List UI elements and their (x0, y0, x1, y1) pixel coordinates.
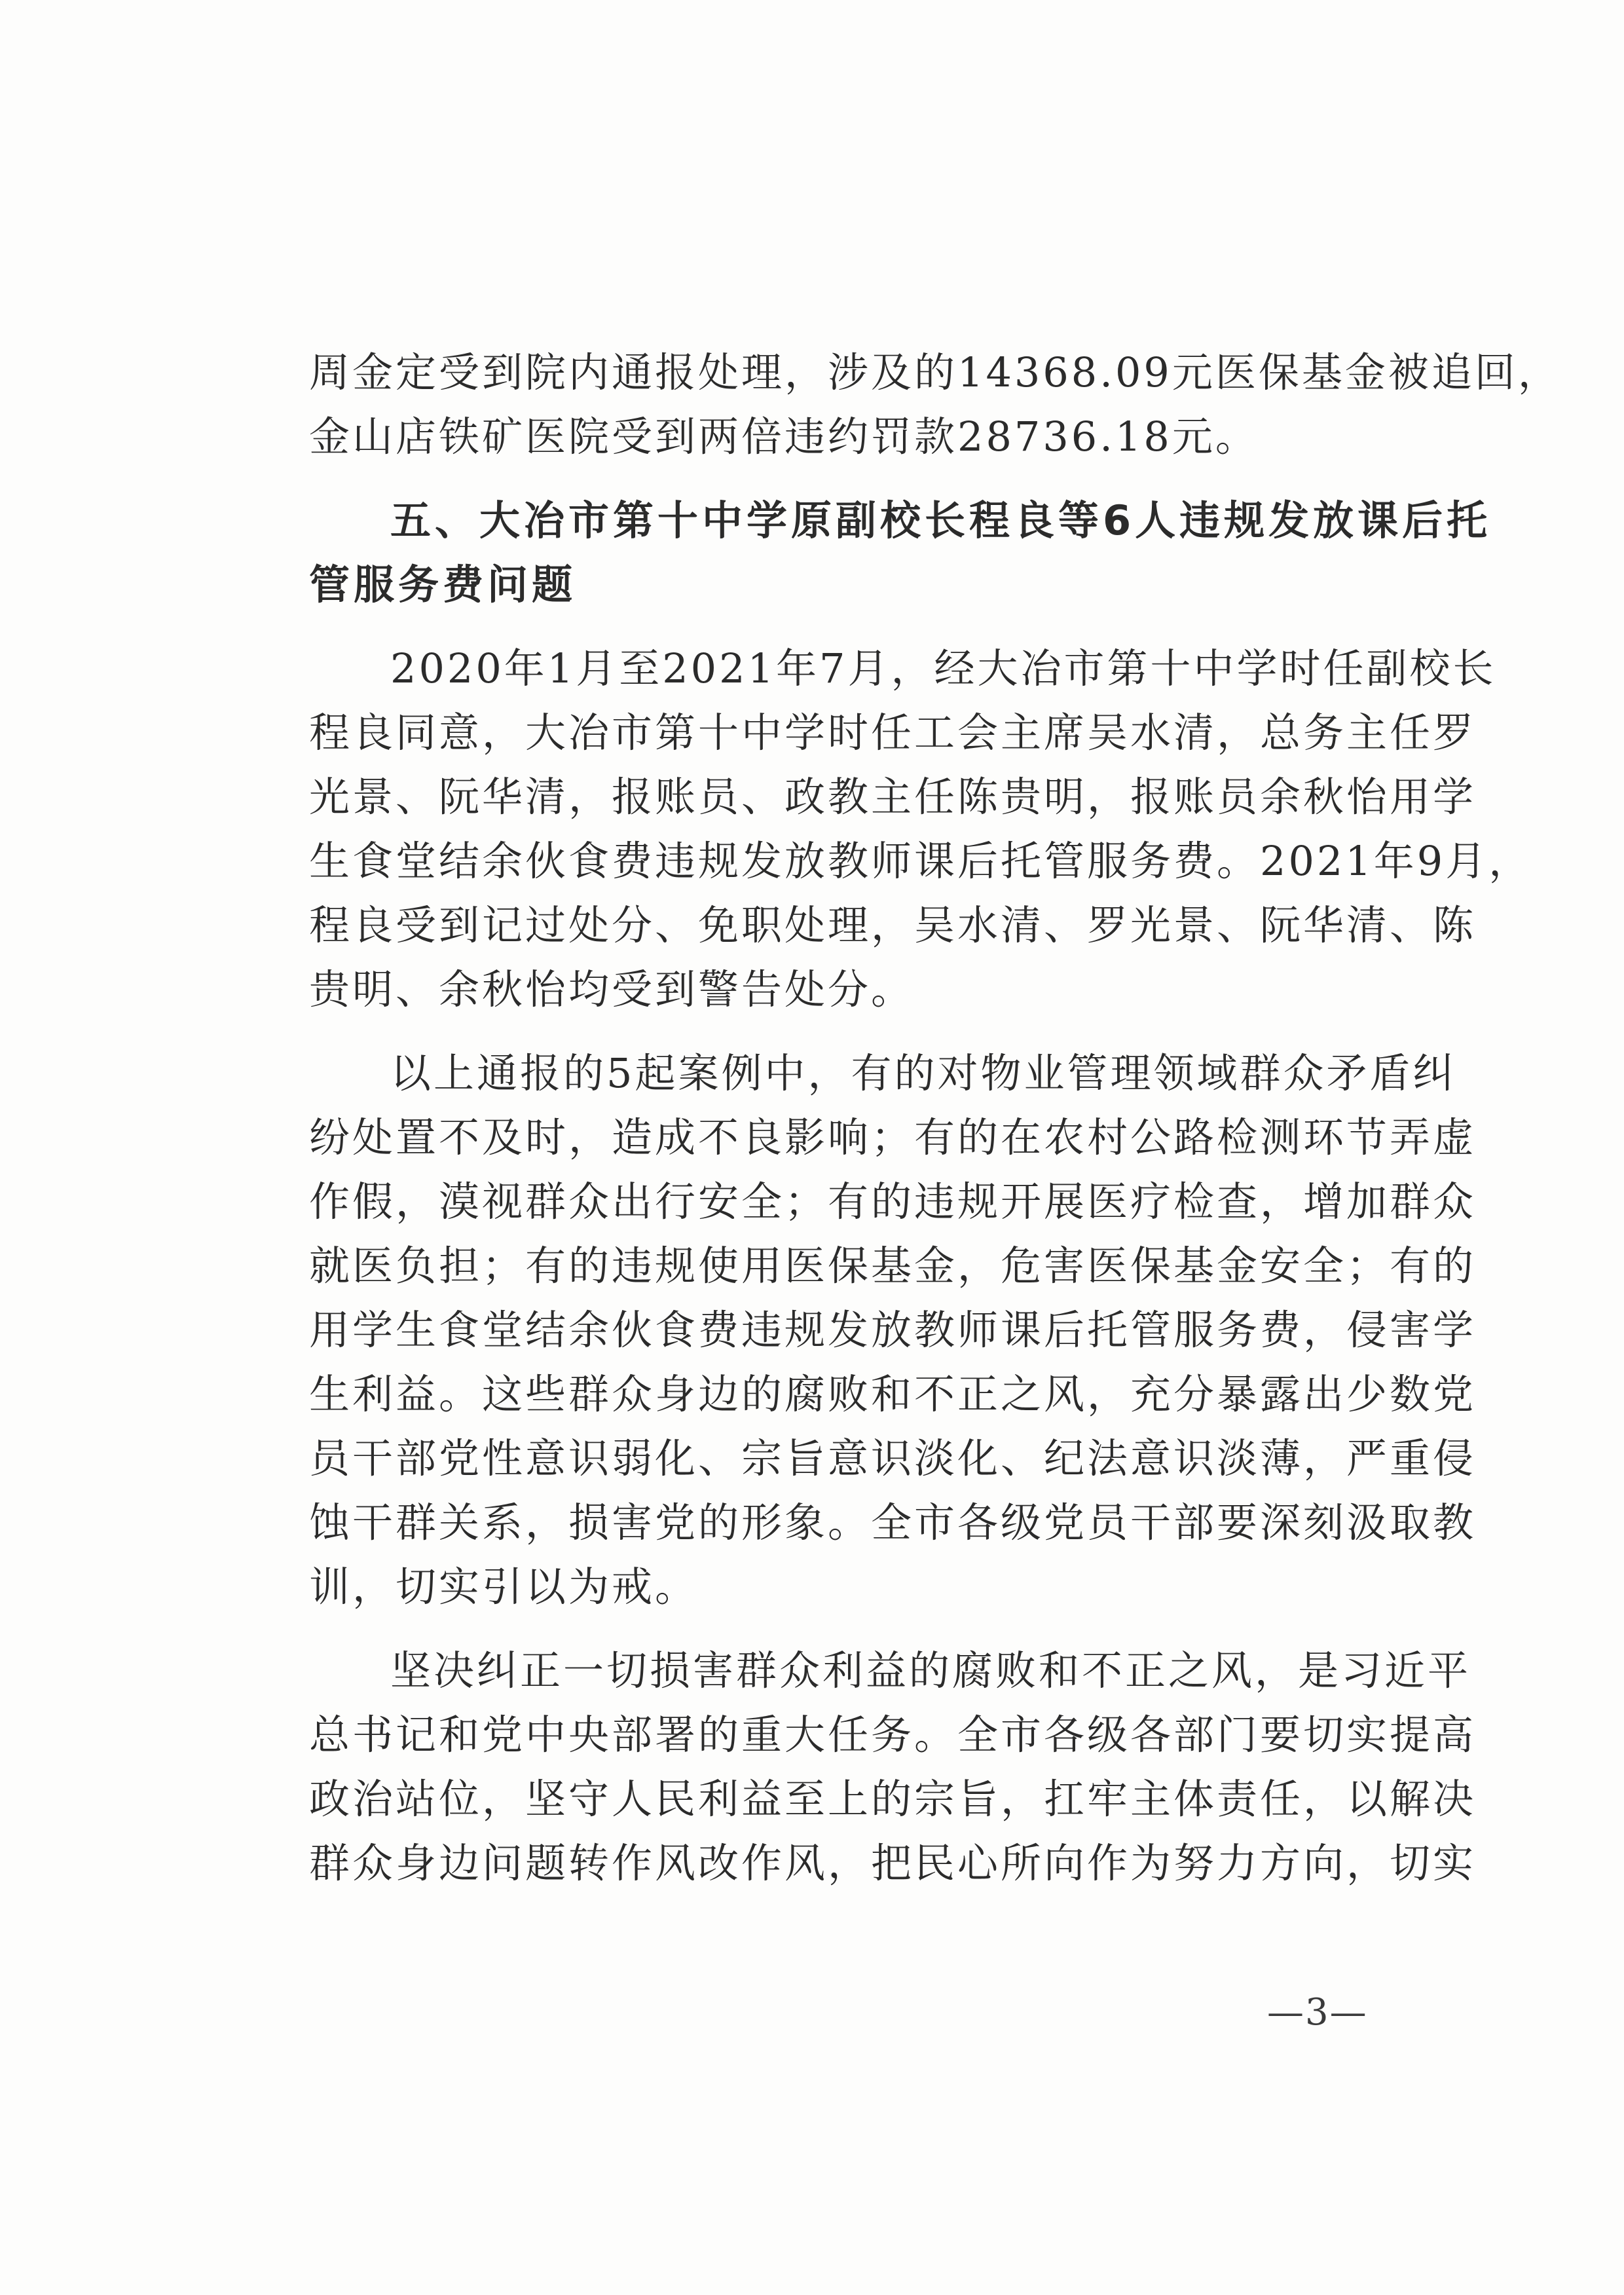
intro-paragraph (309, 341, 1561, 469)
document-body (309, 341, 1561, 1915)
text-line: 政治站位，坚守人民利益至上的宗旨，扛牢主体责任，以解决 (309, 1775, 1477, 1823)
text-line: 总书记和党中央部署的重大任务。全市各级各部门要切实提高 (309, 1711, 1477, 1759)
text-line: 就医负担；有的违规使用医保基金，危害医保基金安全；有的 (309, 1242, 1477, 1290)
text-line: 生食堂结余伙食费违规发放教师课后托管服务费。2021年9月， (309, 837, 1532, 885)
text-line: 员干部党性意识弱化、宗旨意识淡化、纪法意识淡薄，严重侵 (309, 1434, 1477, 1482)
page-number: —3— (1267, 1991, 1368, 2034)
text-line: 程良受到记过处分、免职处理，吴水清、罗光景、阮华清、陈 (309, 901, 1477, 949)
text-line: 作假，漠视群众出行安全；有的违规开展医疗检查，增加群众 (309, 1178, 1477, 1225)
text-line: 2020年1月至2021年7月，经大冶市第十中学时任副校长 (390, 644, 1496, 692)
text-line: 纷处置不及时，造成不良影响；有的在农村公路检测环节弄虚 (309, 1113, 1477, 1161)
heading-line: 管服务费问题 (309, 561, 577, 608)
closing-paragraph (309, 1639, 1477, 1895)
text-line: 以上通报的5起案例中，有的对物业管理领域群众矛盾纠 (390, 1049, 1456, 1097)
summary-paragraph (309, 1041, 1477, 1619)
text-line: 周金定受到院内通报处理，涉及的14368.09元医保基金被追回， (309, 348, 1561, 396)
section-heading (309, 489, 1492, 617)
text-line: 金山店铁矿医院受到两倍违约罚款28736.18元。 (309, 413, 1259, 460)
text-line: 用学生食堂结余伙食费违规发放教师课后托管服务费，侵害学 (309, 1306, 1477, 1354)
text-line: 贵明、余秋怡均受到警告处分。 (309, 965, 915, 1013)
text-line: 生利益。这些群众身边的腐败和不正之风，充分暴露出少数党 (309, 1370, 1477, 1418)
text-line: 蚀干群关系，损害党的形象。全市各级党员干部要深刻汲取教 (309, 1499, 1477, 1546)
text-line: 光景、阮华清，报账员、政教主任陈贵明，报账员余秋怡用学 (309, 773, 1477, 821)
text-line: 训，切实引以为戒。 (309, 1563, 699, 1611)
text-line: 群众身边问题转作风改作风，把民心所向作为努力方向，切实 (309, 1839, 1477, 1887)
heading-line: 五、大冶市第十中学原副校长程良等6人违规发放课后托 (390, 496, 1492, 544)
case-paragraph (309, 637, 1532, 1022)
text-line: 程良同意，大冶市第十中学时任工会主席吴水清，总务主任罗 (309, 709, 1477, 756)
text-line: 坚决纠正一切损害群众利益的腐败和不正之风，是习近平 (390, 1647, 1471, 1694)
